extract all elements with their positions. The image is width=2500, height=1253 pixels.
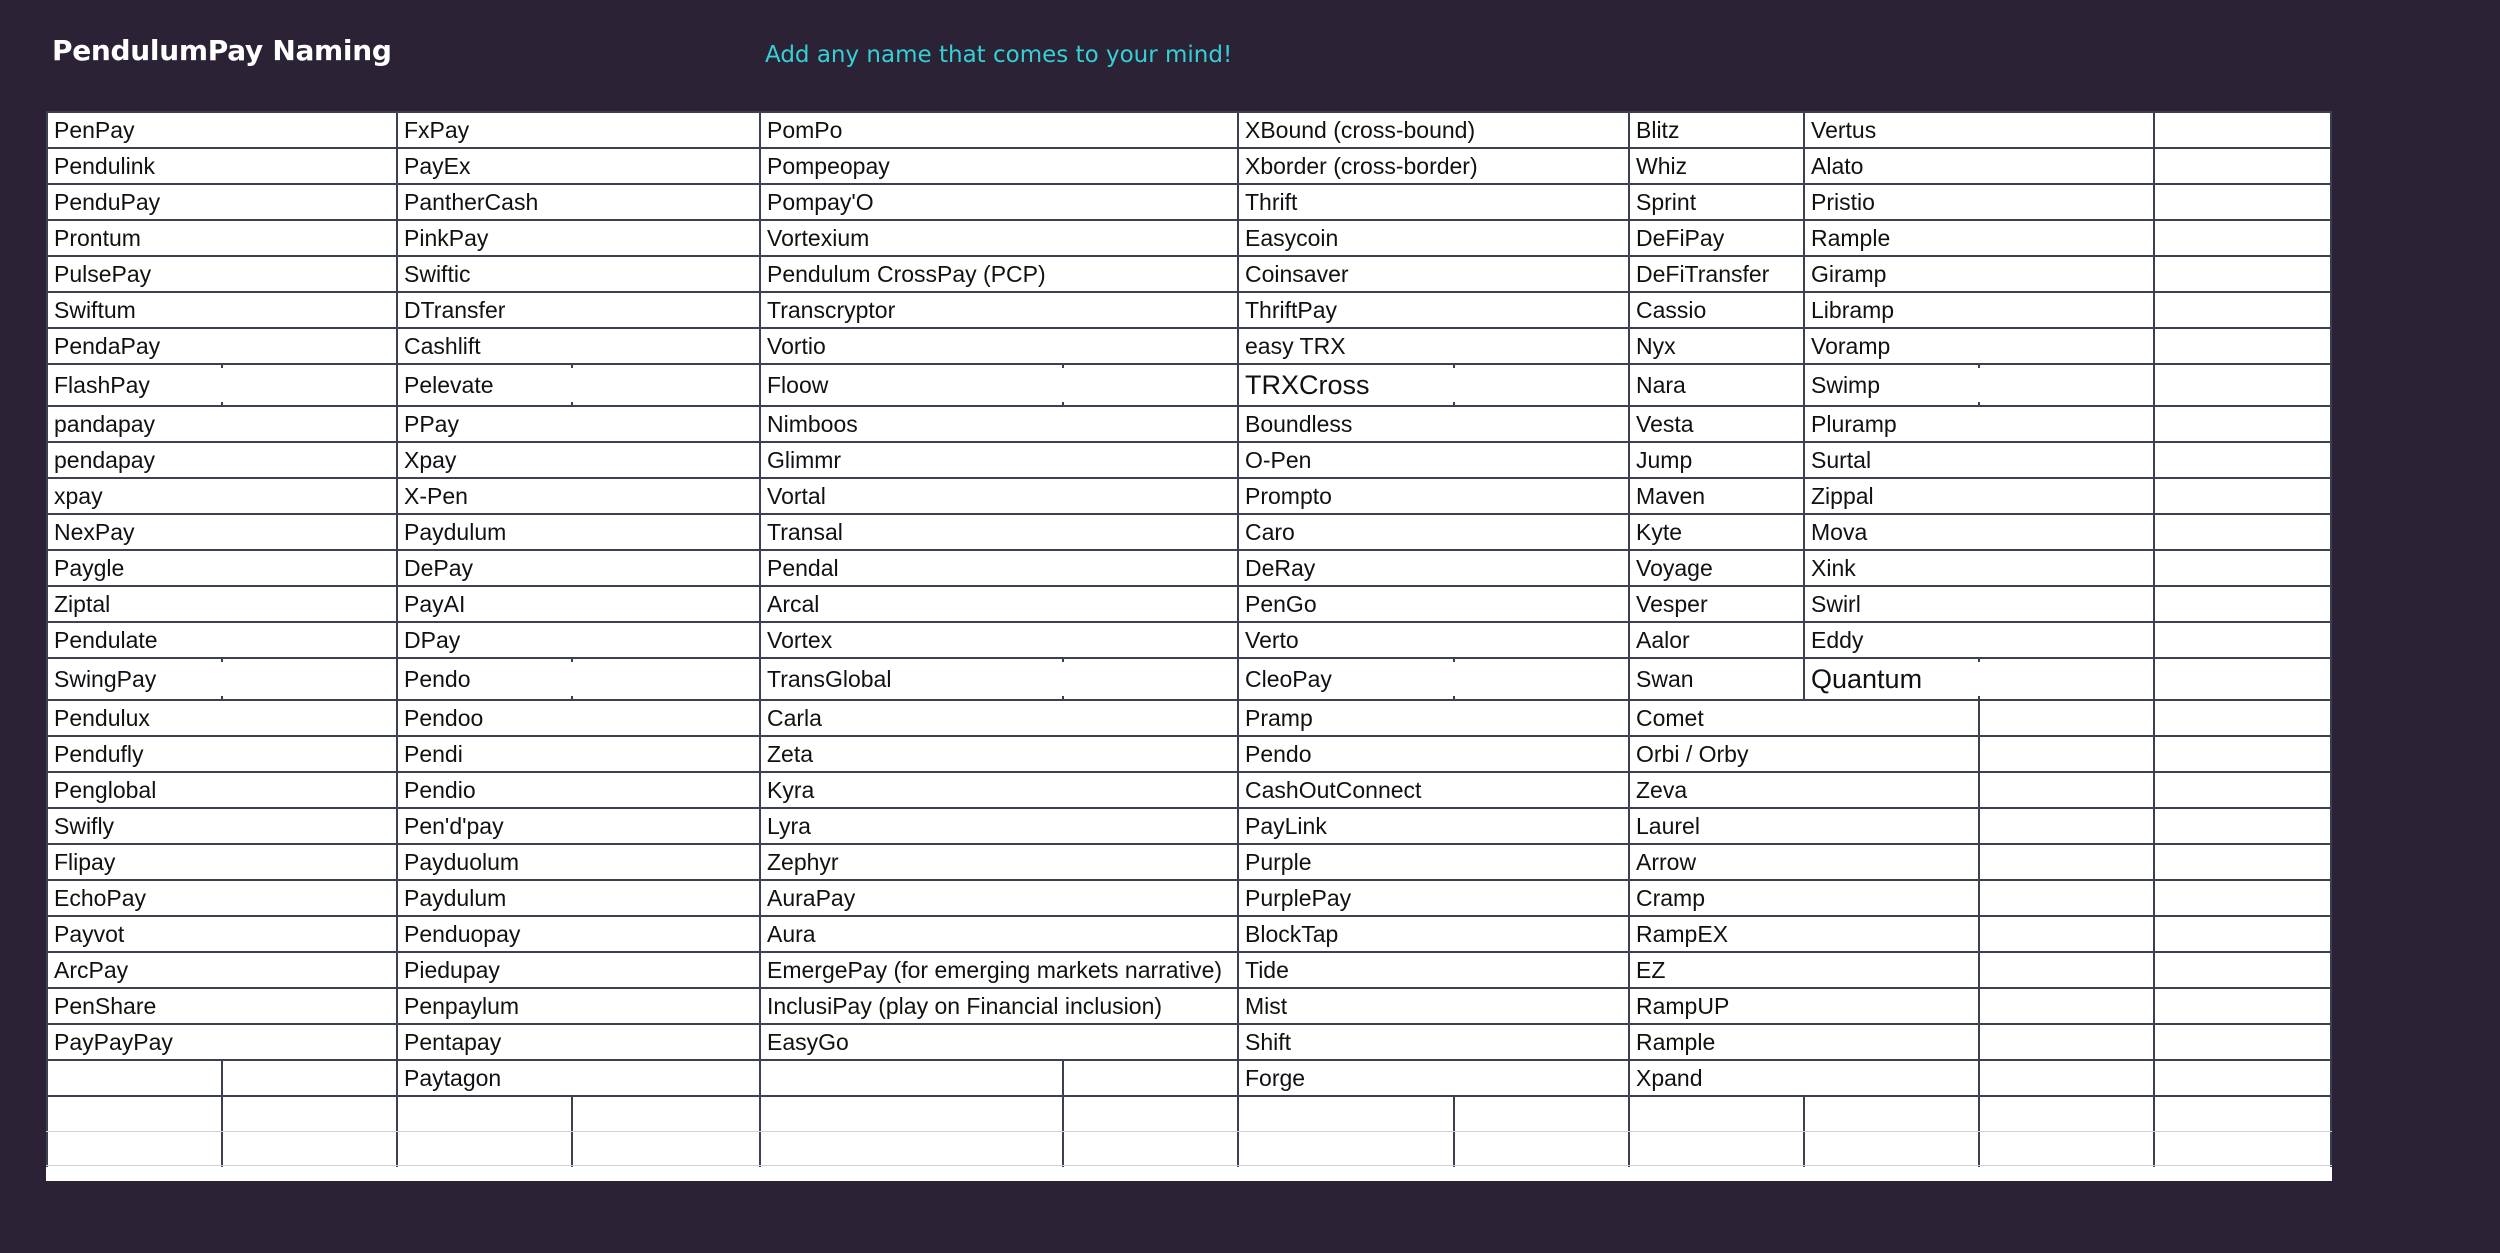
row-divider [46,363,2332,365]
name-cell[interactable]: PurplePay [1239,881,1626,915]
name-cell[interactable]: Pentapay [398,1025,757,1059]
name-cell[interactable]: Quantum [1805,662,2151,696]
name-cell[interactable]: AuraPay [761,881,1235,915]
name-cell[interactable]: Vortexium [761,221,1235,255]
name-cell[interactable]: xpay [48,479,394,513]
name-cell[interactable]: EZ [1630,953,1976,987]
name-cell[interactable]: Zeva [1630,773,1976,807]
name-cell[interactable]: ArcPay [48,953,394,987]
name-cell[interactable]: Whiz [1630,149,1801,183]
name-cell[interactable]: Flipay [48,845,394,879]
name-cell[interactable]: CashOutConnect [1239,773,1626,807]
name-cell[interactable]: PPay [398,407,757,441]
name-cell[interactable]: EchoPay [48,881,394,915]
name-cell[interactable]: Maven [1630,479,1801,513]
name-cell[interactable]: Prontum [48,221,394,255]
name-cell[interactable]: easy TRX [1239,329,1626,363]
name-cell[interactable]: FxPay [398,113,757,147]
board-hint: Add any name that comes to your mind! [765,42,1233,68]
name-cell[interactable]: pandapay [48,407,394,441]
name-cell[interactable]: Penduopay [398,917,757,951]
name-cell[interactable]: Pendufly [48,737,394,771]
name-cell[interactable]: Transcryptor [761,293,1235,327]
name-cell[interactable]: Laurel [1630,809,1976,843]
name-cell[interactable]: Nyx [1630,329,1801,363]
name-cell[interactable]: Paydulum [398,515,757,549]
row-divider [46,1165,2332,1166]
name-cell[interactable]: Pendulate [48,623,394,657]
name-cell[interactable]: BlockTap [1239,917,1626,951]
name-cell[interactable]: Pompeopay [761,149,1235,183]
name-cell[interactable]: Mova [1805,515,2151,549]
name-cell[interactable]: Vortal [761,479,1235,513]
name-cell[interactable]: PayPayPay [48,1025,394,1059]
name-cell[interactable]: Purple [1239,845,1626,879]
name-cell[interactable]: PenPay [48,113,394,147]
name-cell[interactable]: Penglobal [48,773,394,807]
name-cell[interactable]: SwingPay [48,662,394,696]
name-cell[interactable]: Boundless [1239,407,1626,441]
name-cell[interactable]: Tide [1239,953,1626,987]
name-cell[interactable]: Swiftic [398,257,757,291]
name-cell[interactable]: Aura [761,917,1235,951]
name-cell[interactable]: Sprint [1630,185,1801,219]
name-cell[interactable]: ThriftPay [1239,293,1626,327]
name-cell[interactable]: Carla [761,701,1235,735]
name-cell[interactable]: Easycoin [1239,221,1626,255]
name-cell[interactable]: Vortex [761,623,1235,657]
name-cell[interactable]: Pendoo [398,701,757,735]
name-cell[interactable]: Paytagon [398,1061,757,1095]
name-cell[interactable]: Comet [1630,701,1976,735]
name-cell[interactable]: Blitz [1630,113,1801,147]
name-cell[interactable]: Zeta [761,737,1235,771]
name-cell[interactable]: Voramp [1805,329,2151,363]
name-cell[interactable]: TRXCross [1239,368,1626,402]
name-cell[interactable]: RampUP [1630,989,1976,1023]
name-cell[interactable]: Pendi [398,737,757,771]
name-cell[interactable]: DTransfer [398,293,757,327]
name-cell[interactable]: EmergePay (for emerging markets narrative) [761,953,1235,987]
name-cell[interactable]: Pristio [1805,185,2151,219]
name-cell[interactable]: Paygle [48,551,394,585]
name-cell[interactable]: Coinsaver [1239,257,1626,291]
name-cell[interactable]: TransGlobal [761,662,1235,696]
row-divider [46,657,2332,659]
name-cell[interactable]: pendapay [48,443,394,477]
name-cell[interactable]: Pelevate [398,368,757,402]
name-cell[interactable]: Shift [1239,1025,1626,1059]
name-cell[interactable]: Payvot [48,917,394,951]
name-cell[interactable]: Xpand [1630,1061,1976,1095]
name-cell[interactable]: XBound (cross-bound) [1239,113,1626,147]
name-cell[interactable]: DeRay [1239,551,1626,585]
name-cell[interactable]: Piedupay [398,953,757,987]
column-divider [2153,111,2155,1167]
name-cell[interactable]: InclusiPay (play on Financial inclusion) [761,989,1235,1023]
name-cell[interactable]: Pendo [1239,737,1626,771]
name-cell[interactable]: Swifly [48,809,394,843]
board-title: PendulumPay Naming [52,34,392,67]
name-cell[interactable]: Libramp [1805,293,2151,327]
name-cell[interactable]: Vortio [761,329,1235,363]
name-cell[interactable]: Xborder (cross-border) [1239,149,1626,183]
name-cell[interactable]: Transal [761,515,1235,549]
name-cell[interactable]: EasyGo [761,1025,1235,1059]
name-cell[interactable]: Floow [761,368,1235,402]
name-cell[interactable]: Pen'd'pay [398,809,757,843]
row-divider [46,1131,2332,1132]
name-cell[interactable]: Swimp [1805,368,2151,402]
name-cell[interactable]: Zephyr [761,845,1235,879]
name-cell[interactable]: Ziptal [48,587,394,621]
name-cell[interactable]: Pompay'O [761,185,1235,219]
name-cell[interactable]: Vertus [1805,113,2151,147]
name-cell[interactable]: Xpay [398,443,757,477]
name-cell[interactable]: Alato [1805,149,2151,183]
name-cell[interactable]: Surtal [1805,443,2151,477]
name-cell[interactable]: Swirl [1805,587,2151,621]
name-cell[interactable]: Thrift [1239,185,1626,219]
name-cell[interactable]: Paydulum [398,881,757,915]
name-cell[interactable]: Mist [1239,989,1626,1023]
name-cell[interactable]: Lyra [761,809,1235,843]
name-cell[interactable]: PomPo [761,113,1235,147]
name-cell[interactable]: NexPay [48,515,394,549]
name-cell[interactable]: Payduolum [398,845,757,879]
name-cell[interactable]: PinkPay [398,221,757,255]
name-cell[interactable]: PenduPay [48,185,394,219]
name-cell[interactable]: DePay [398,551,757,585]
name-cell[interactable]: Cashlift [398,329,757,363]
name-cell[interactable]: PantherCash [398,185,757,219]
naming-spreadsheet[interactable] [46,111,2332,1181]
row-divider [46,1095,2332,1097]
name-cell[interactable]: Penpaylum [398,989,757,1023]
name-cell[interactable]: Arcal [761,587,1235,621]
name-cell[interactable]: Nara [1630,368,1801,402]
name-cell[interactable]: Vesper [1630,587,1801,621]
column-divider [2330,111,2332,1167]
name-cell[interactable]: PulsePay [48,257,394,291]
name-cell[interactable]: Orbi / Orby [1630,737,1976,771]
name-cell[interactable]: Rample [1805,221,2151,255]
name-cell[interactable]: Pendio [398,773,757,807]
name-cell[interactable]: PayEx [398,149,757,183]
name-cell[interactable]: Pendal [761,551,1235,585]
name-cell[interactable]: DPay [398,623,757,657]
name-cell[interactable]: Pluramp [1805,407,2151,441]
name-cell[interactable]: Pendo [398,662,757,696]
name-cell[interactable]: Rample [1630,1025,1976,1059]
name-cell[interactable]: Swan [1630,662,1801,696]
name-cell[interactable]: Glimmr [761,443,1235,477]
name-cell[interactable]: Voyage [1630,551,1801,585]
name-cell[interactable]: Kyte [1630,515,1801,549]
name-cell[interactable]: Vesta [1630,407,1801,441]
name-cell[interactable]: PenGo [1239,587,1626,621]
name-cell[interactable]: Giramp [1805,257,2151,291]
name-cell[interactable]: Cassio [1630,293,1801,327]
name-cell[interactable]: Eddy [1805,623,2151,657]
name-cell[interactable]: CleoPay [1239,662,1626,696]
name-cell[interactable]: FlashPay [48,368,394,402]
name-cell[interactable]: Forge [1239,1061,1626,1095]
name-cell[interactable]: Arrow [1630,845,1976,879]
name-cell[interactable]: Cramp [1630,881,1976,915]
name-cell[interactable]: Pendulum CrossPay (PCP) [761,257,1235,291]
name-cell[interactable]: Verto [1239,623,1626,657]
name-cell[interactable]: Aalor [1630,623,1801,657]
name-cell[interactable]: Jump [1630,443,1801,477]
name-cell[interactable]: Caro [1239,515,1626,549]
name-cell[interactable]: Kyra [761,773,1235,807]
name-cell[interactable]: Swiftum [48,293,394,327]
name-cell[interactable]: Nimboos [761,407,1235,441]
name-cell[interactable]: RampEX [1630,917,1976,951]
name-cell[interactable]: X-Pen [398,479,757,513]
name-cell[interactable]: PayAI [398,587,757,621]
name-cell[interactable]: PayLink [1239,809,1626,843]
name-cell[interactable]: DeFiTransfer [1630,257,1801,291]
name-cell[interactable]: DeFiPay [1630,221,1801,255]
name-cell[interactable]: Zippal [1805,479,2151,513]
name-cell[interactable]: Prompto [1239,479,1626,513]
row-divider [46,1059,2332,1061]
name-cell[interactable]: Pramp [1239,701,1626,735]
name-cell[interactable]: Pendulink [48,149,394,183]
name-cell[interactable]: PenShare [48,989,394,1023]
name-cell[interactable]: Xink [1805,551,2151,585]
name-cell[interactable]: PendaPay [48,329,394,363]
name-cell[interactable]: Pendulux [48,701,394,735]
name-cell[interactable]: O-Pen [1239,443,1626,477]
